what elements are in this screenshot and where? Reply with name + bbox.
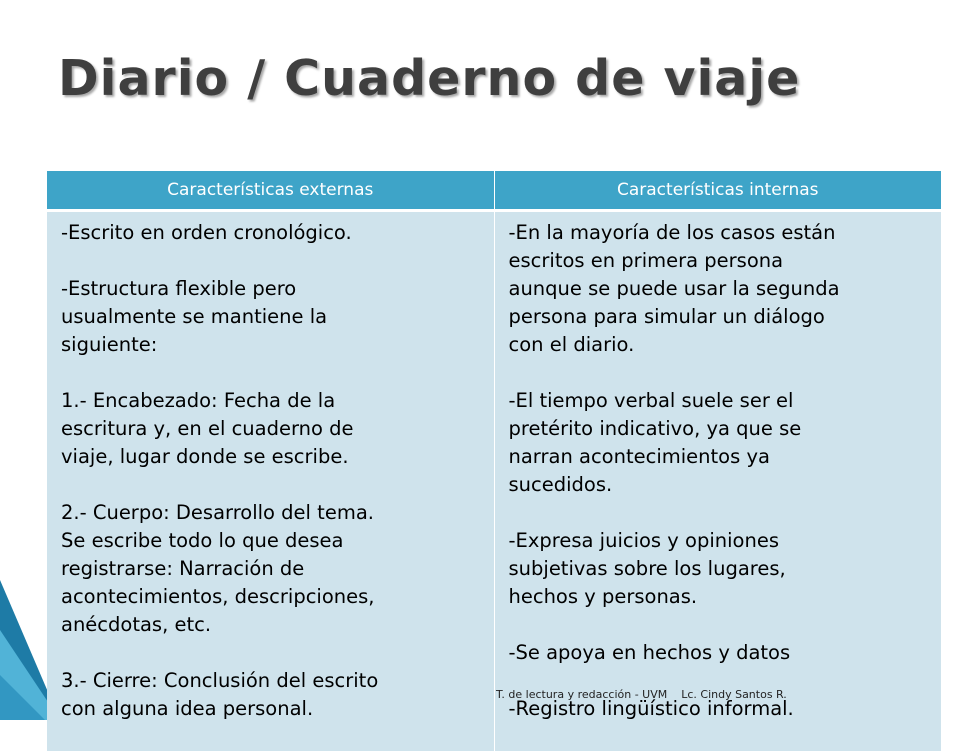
internal-item: -En la mayoría de los casos están escritos en primera persona aunque se puede usar la segunda persona para simular un diálogo con el diario. <box>509 219 942 359</box>
external-item: 3.- Cierre: Conclusión del escrito con alguna idea personal. <box>61 667 494 723</box>
internal-item: -Se apoya en hechos y datos <box>509 639 942 667</box>
external-item: 2.- Cuerpo: Desarrollo del tema. Se escribe todo lo que desea registrarse: Narración de acontecimientos, descripciones, anécdotas, etc. <box>61 499 494 639</box>
slide-title: Diario / Cuaderno de viaje <box>58 50 800 107</box>
internal-item: -Expresa juicios y opiniones subjetivas sobre los lugares, hechos y personas. <box>509 527 942 611</box>
header-external: Características externas <box>47 171 494 211</box>
footer-credit: T. de lectura y redacción - UVM Lc. Cindy Santos R. <box>496 688 787 701</box>
external-cell <box>47 211 494 751</box>
external-item: 1.- Encabezado: Fecha de la escritura y, en el cuaderno de viaje, lugar donde se escribe. <box>61 387 494 471</box>
characteristics-table <box>47 171 941 751</box>
internal-item: -El tiempo verbal suele ser el pretérito indicativo, ya que se narran acontecimientos ya sucedidos. <box>509 387 942 499</box>
header-internal: Características internas <box>494 171 941 211</box>
internal-cell <box>494 211 941 751</box>
table-body-row <box>47 211 941 751</box>
internal-item: -Registro lingüístico informal. <box>509 695 942 723</box>
table-header-row <box>47 171 941 211</box>
external-item: -Escrito en orden cronológico. <box>61 219 494 247</box>
external-item: -Estructura flexible pero usualmente se mantiene la siguiente: <box>61 275 494 359</box>
